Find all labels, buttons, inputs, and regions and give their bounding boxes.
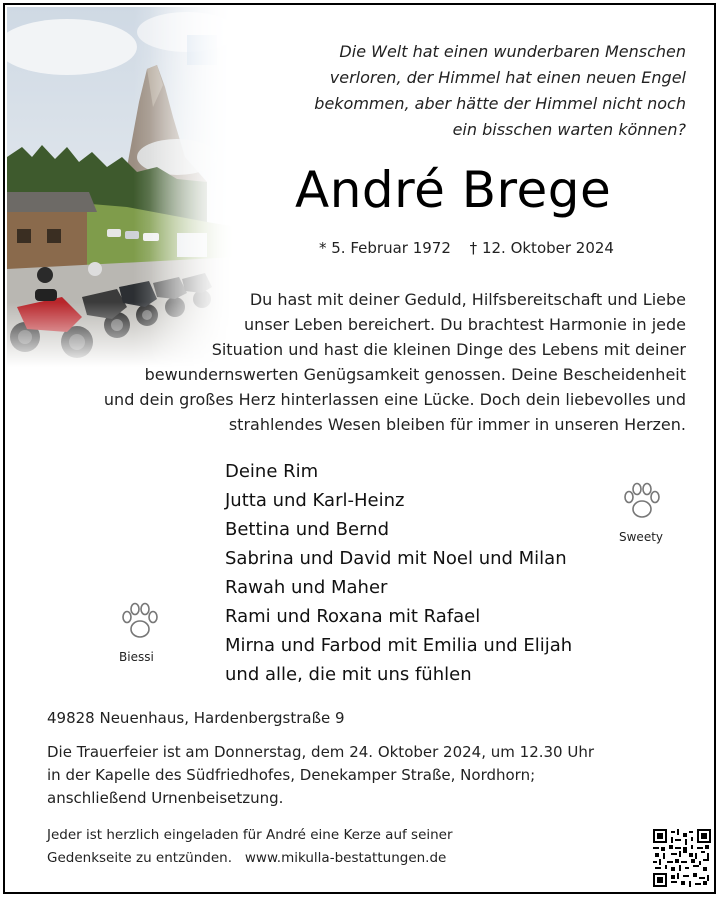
candle-line-text: Gedenkseite zu entzünden. bbox=[47, 850, 233, 866]
death-date: † 12. Oktober 2024 bbox=[469, 239, 614, 257]
mourner-entry: Rami und Roxana mit Rafael bbox=[225, 606, 481, 627]
paw-print-icon bbox=[118, 599, 162, 643]
candle-invitation bbox=[47, 824, 607, 870]
memorial-website-link[interactable]: www.mikulla-bestattungen.de bbox=[244, 850, 447, 866]
quote-line: verloren, der Himmel hat einen neuen Engel bbox=[329, 68, 686, 87]
family-address: 49828 Neuenhaus, Hardenbergstraße 9 bbox=[47, 709, 345, 727]
mourner-entry: Mirna und Farbod mit Emilia und Elijah bbox=[225, 635, 573, 656]
mourner-entry: Rawah und Maher bbox=[225, 577, 388, 598]
mourner-entry: Jutta und Karl-Heinz bbox=[225, 490, 405, 511]
funeral-line: in der Kapelle des Südfriedhofes, Denekamper Straße, Nordhorn; bbox=[47, 766, 536, 784]
mourners-list bbox=[225, 457, 572, 689]
pet-name-biessi: Biessi bbox=[119, 650, 154, 664]
tribute-line: Du hast mit deiner Geduld, Hilfsbereitschaft und Liebe bbox=[249, 290, 686, 309]
candle-line: Jeder ist herzlich eingeladen für André eine Kerze auf seiner bbox=[47, 827, 453, 843]
paw-print-icon bbox=[620, 479, 664, 523]
life-dates bbox=[319, 239, 628, 257]
mourner-entry: Deine Rim bbox=[225, 461, 319, 482]
tribute-line: und dein großes Herz hinterlassen eine Lücke. Doch dein liebevolles und bbox=[103, 390, 686, 409]
mourner-entry: und alle, die mit uns fühlen bbox=[225, 664, 472, 685]
candle-line bbox=[47, 847, 607, 870]
deceased-name: André Brege bbox=[295, 161, 612, 219]
memorial-quote bbox=[306, 39, 686, 143]
pet-name-sweety: Sweety bbox=[619, 530, 664, 544]
quote-line: bekommen, aber hätte der Himmel nicht noch bbox=[314, 94, 686, 113]
tribute-line: unser Leben bereichert. Du brachtest Harmonie in jede bbox=[244, 315, 686, 334]
tribute-line: bewundernswerten Genügsamkeit genossen. Deine Bescheidenheit bbox=[144, 365, 686, 384]
mourner-entry: Sabrina und David mit Noel und Milan bbox=[225, 548, 567, 569]
funeral-details bbox=[47, 741, 647, 810]
tribute-line: Situation und hast die kleinen Dinge des Lebens mit deiner bbox=[211, 340, 686, 359]
mourner-entry: Bettina und Bernd bbox=[225, 519, 390, 540]
tribute-text bbox=[46, 287, 686, 437]
funeral-line: Die Trauerfeier ist am Donnerstag, dem 24. Oktober 2024, um 12.30 Uhr bbox=[47, 743, 595, 761]
quote-line: Die Welt hat einen wunderbaren Menschen bbox=[339, 42, 686, 61]
funeral-line: anschließend Urnenbeisetzung. bbox=[47, 789, 284, 807]
tribute-line: strahlendes Wesen bleiben für immer in unseren Herzen. bbox=[228, 415, 686, 434]
quote-line: ein bisschen warten können? bbox=[452, 120, 686, 139]
obituary-card bbox=[3, 3, 716, 894]
birth-date: * 5. Februar 1972 bbox=[319, 239, 451, 257]
qr-code[interactable] bbox=[653, 829, 711, 887]
